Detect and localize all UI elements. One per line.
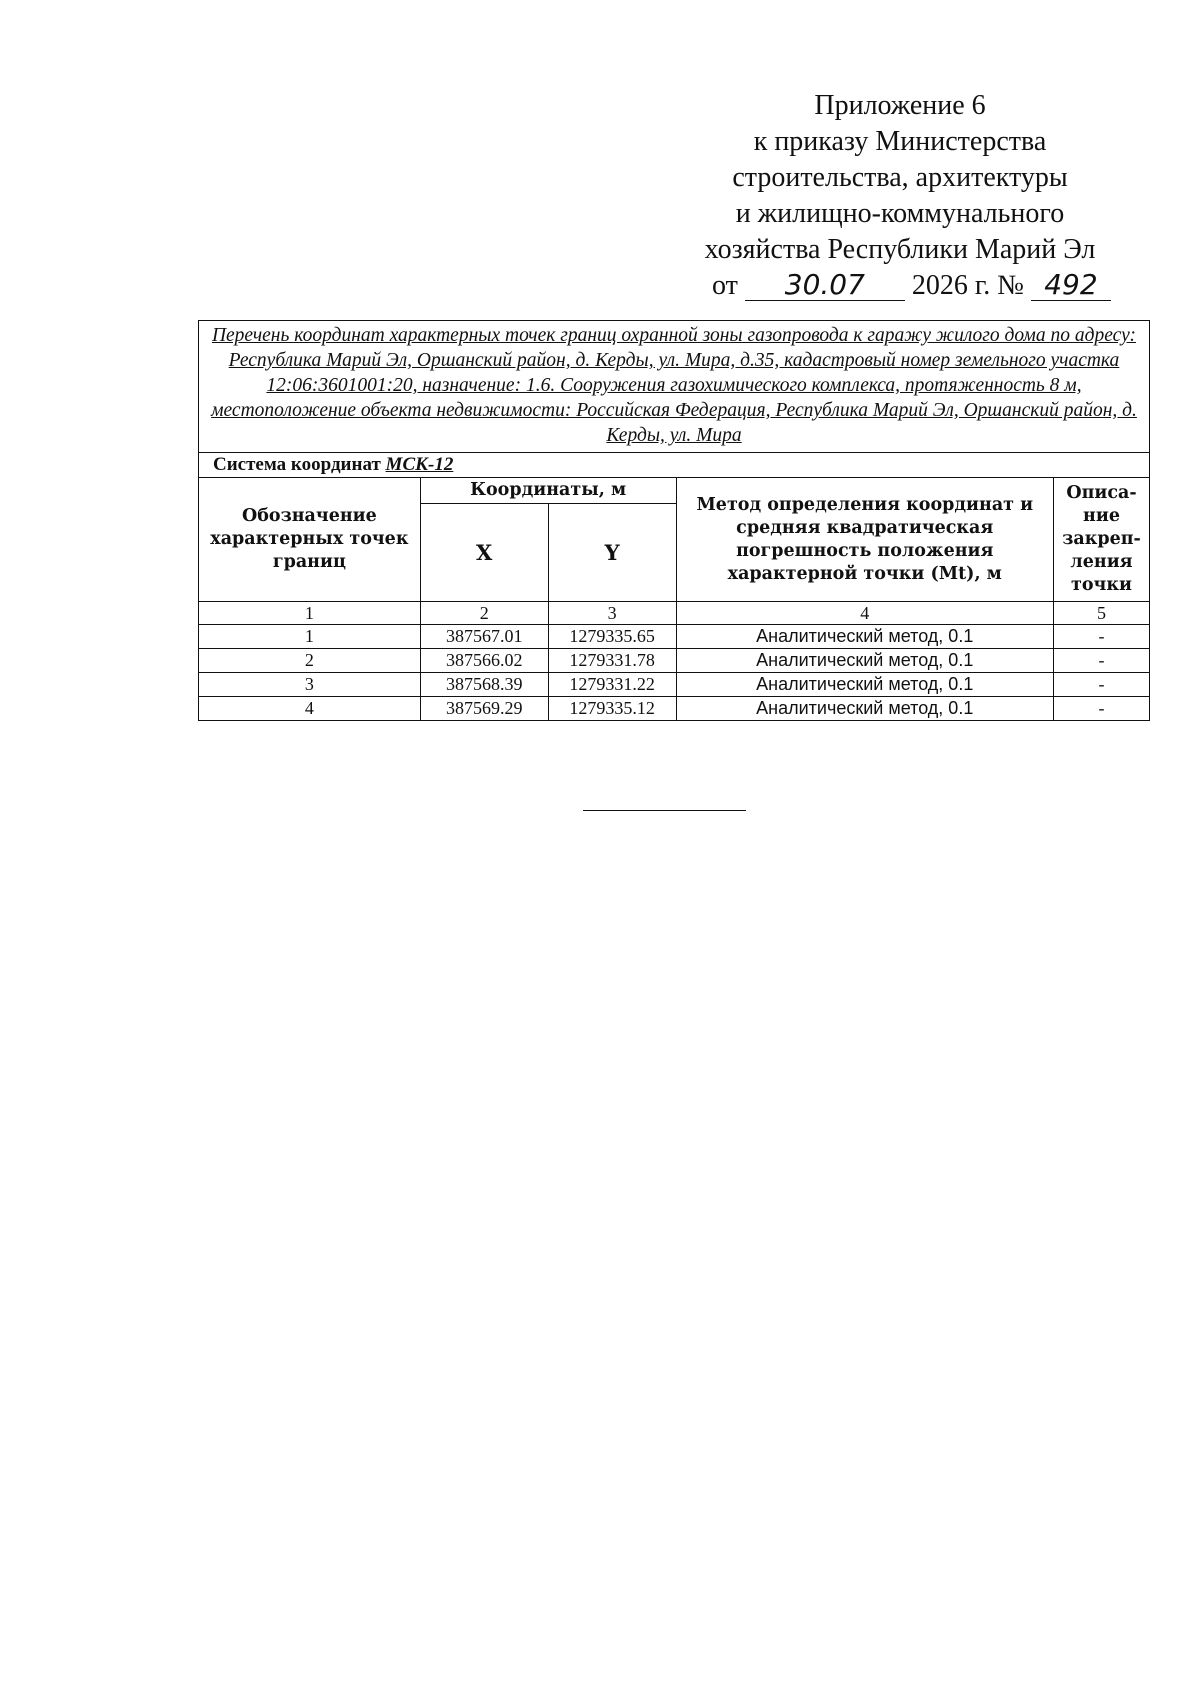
fixing-description: - [1054, 673, 1150, 697]
end-of-document-rule [583, 810, 746, 811]
point-designation: 4 [199, 697, 421, 721]
header-designation: Обозначение характерных точек границ [199, 478, 421, 602]
determination-method: Аналитический метод, 0.1 [676, 649, 1054, 673]
fixing-description: - [1054, 625, 1150, 649]
header-x: X [420, 504, 548, 602]
fixing-description: - [1054, 697, 1150, 721]
fixing-description: - [1054, 649, 1150, 673]
point-designation: 3 [199, 673, 421, 697]
table-row [199, 673, 1150, 697]
column-number: 5 [1054, 602, 1150, 625]
coordinate-system-row [199, 453, 1150, 478]
header-y: Y [548, 504, 676, 602]
coordinate-y: 1279331.78 [548, 649, 676, 673]
order-reference-line: к приказу Министерства [753, 126, 1047, 157]
coordinate-system-label: Система координат [213, 454, 381, 475]
ministry-line-2: и жилищно-коммунального [735, 198, 1065, 229]
determination-method: Аналитический метод, 0.1 [676, 697, 1054, 721]
handwritten-order-number: 492 [1031, 270, 1111, 301]
header-description: Описа-ние закреп-ления точки [1054, 478, 1150, 602]
coordinate-x: 387568.39 [420, 673, 548, 697]
header-coordinates: Координаты, м [420, 478, 676, 504]
appendix-title: Приложение 6 [814, 90, 986, 121]
order-year: 2026 г. № [911, 270, 1024, 301]
coordinates-table [198, 320, 1150, 721]
handwritten-date: 30.07 [745, 270, 905, 301]
coordinate-y: 1279335.12 [548, 697, 676, 721]
table-row [199, 625, 1150, 649]
determination-method: Аналитический метод, 0.1 [676, 625, 1054, 649]
header-method: Метод определения координат и средняя квадратическая погрешность положения характерной точки (Mt), м [676, 478, 1054, 602]
point-designation: 2 [199, 649, 421, 673]
column-number: 3 [548, 602, 676, 625]
ministry-line-1: строительства, архитектуры [732, 162, 1068, 193]
table-row [199, 649, 1150, 673]
coordinate-y: 1279331.22 [548, 673, 676, 697]
determination-method: Аналитический метод, 0.1 [676, 673, 1054, 697]
table-title: Перечень координат характерных точек границ охранной зоны газопровода к гаражу жилого дома по адресу: Республика Марий Эл, Оршанский район, д. Керды, ул. Мира, д.35, кадастровый номер земельного участка 12:06:3601001:20, назначение: 1.6. Сооружения газохимического комплекса, протяженность 8 м, местоположение объекта недвижимости: Российская Федерация, Республика Марий Эл, Оршанский район, д. Керды, ул. Мира [199, 321, 1150, 453]
appendix-header [640, 88, 1160, 304]
coordinate-x: 387566.02 [420, 649, 548, 673]
coordinate-system-value: МСК-12 [385, 454, 454, 475]
table-row [199, 697, 1150, 721]
column-number: 2 [420, 602, 548, 625]
coordinate-y: 1279335.65 [548, 625, 676, 649]
order-date-line [640, 268, 1160, 304]
point-designation: 1 [199, 625, 421, 649]
column-number: 4 [676, 602, 1054, 625]
ministry-line-3: хозяйства Республики Марий Эл [704, 234, 1096, 265]
coordinate-x: 387569.29 [420, 697, 548, 721]
column-number: 1 [199, 602, 421, 625]
date-prefix: от [712, 270, 738, 301]
column-number-row [199, 602, 1150, 625]
coordinate-x: 387567.01 [420, 625, 548, 649]
